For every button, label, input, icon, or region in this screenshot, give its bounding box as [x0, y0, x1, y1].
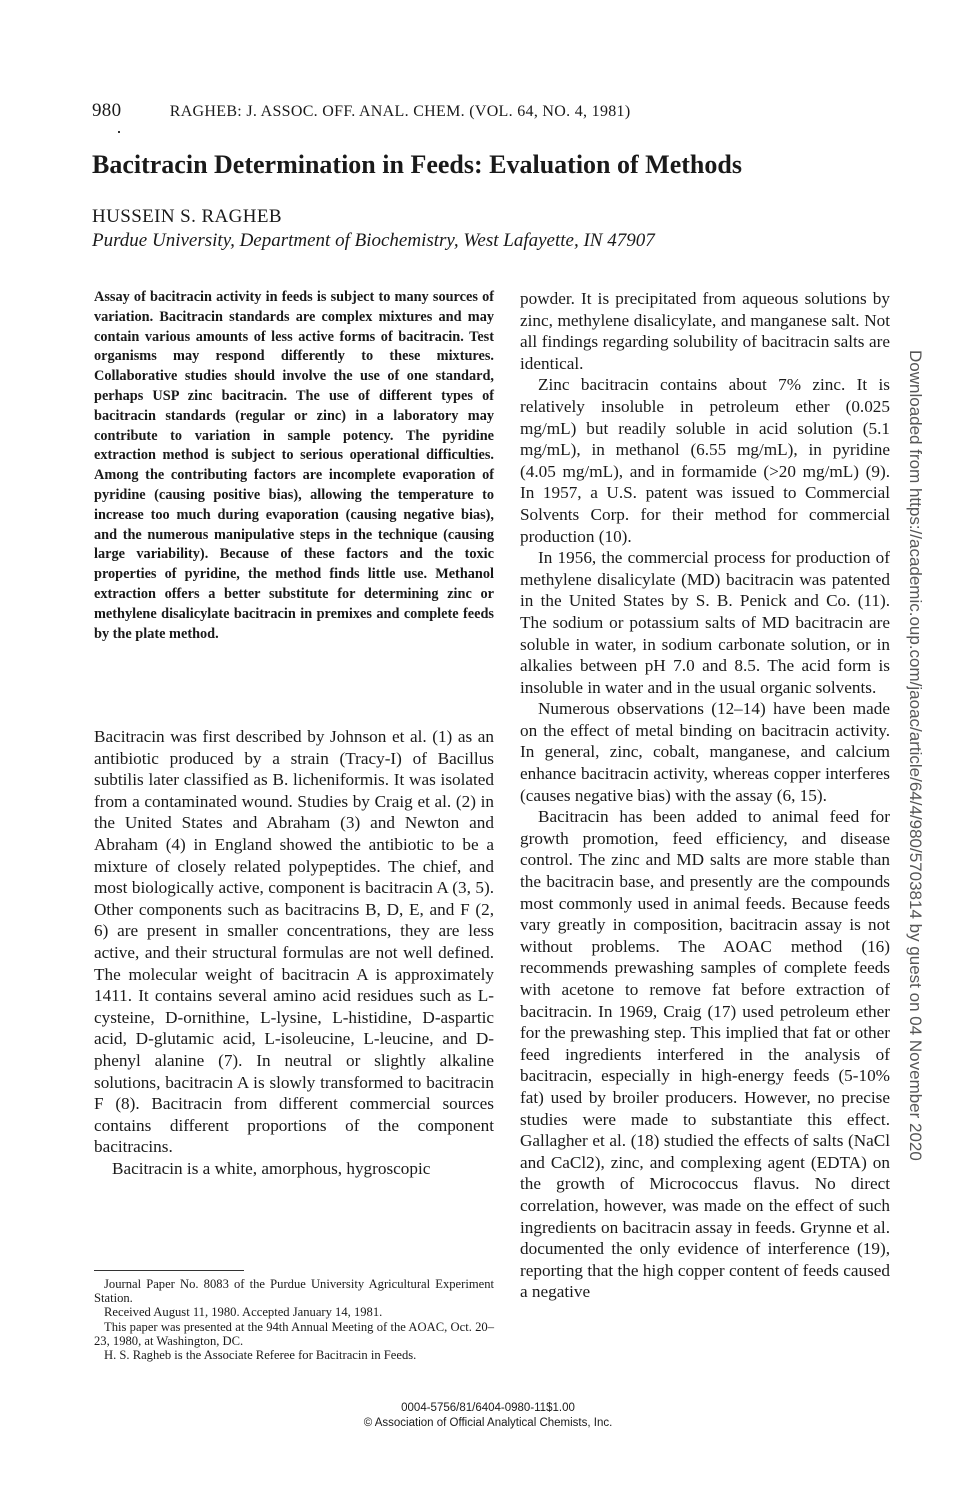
body-column-left	[94, 726, 494, 1179]
running-head	[92, 100, 792, 122]
author-name: HUSSEIN S. RAGHEB	[92, 206, 282, 227]
footnotes	[94, 1277, 494, 1362]
body-paragraph: In 1956, the commercial process for production of methylene disalicylate (MD) bacitracin was patented in the United States by S. B. Penick and Co. (11). The sodium or potassium salts of MD bacitracin are soluble in water, in sodium carbonate solution, or in alkalies between pH 7.0 and 8.5. The acid form is insoluble in water and in the usual organic solvents.	[520, 548, 890, 697]
scan-mark	[118, 131, 120, 133]
body-column-right	[520, 288, 890, 1303]
article-title: Bacitracin Determination in Feeds: Evaluation of Methods	[92, 150, 742, 179]
price-code: 0004-5756/81/6404-0980-11$1.00	[401, 1402, 575, 1414]
body-paragraph: Numerous observations (12–14) have been made on the effect of metal binding on bacitracin activity. In general, zinc, cobalt, manganese, and calcium enhance bacitracin activity, whereas copper interferes (causes negative bias) with the assay (6, 15).	[520, 699, 890, 805]
body-paragraph: Zinc bacitracin contains about 7% zinc. It is relatively insoluble in petroleum ether (0.025 mg/mL) but readily soluble in acid solution (5.1 mg/mL), in methanol (6.55 mg/mL), in pyridine (4.05 mg/mL), and in formamide (>20 mg/mL) (9). In 1957, a U.S. patent was issued to Commercial Solvents Corp. for their method for commercial production (10).	[520, 375, 890, 546]
body-paragraph: powder. It is precipitated from aqueous solutions by zinc, methylene disalicylate, and manganese salt. Not all findings regarding solubility of bacitracin salts are identical.	[520, 289, 890, 373]
footnote: H. S. Ragheb is the Associate Referee for Bacitracin in Feeds.	[104, 1348, 417, 1363]
body-paragraph: Bacitracin has been added to animal feed for growth promotion, feed efficiency, and disease control. The zinc and MD salts are more stable than the bacitracin base, and presently are the compounds most commonly used in animal feeds. Because feeds vary greatly in composition, bacitracin assay is not without problems. The AOAC method (16) recommends prewashing samples of complete feeds with acetone to remove fat before extraction of bacitracin. In 1969, Craig (17) used petroleum ether for the prewashing step. This implied that fat or other feed ingredients interfered in the analysis of bacitracin, especially in high-energy feeds (5-10% fat) used by broiler producers. However, no precise studies were made to substantiate this effect. Gallagher et al. (18) studied the effects of salts (NaCl and CaCl2), zinc, and complexing agent (EDTA) on the growth of Micrococcus flavus. No direct correlation, however, was made on the effect of such ingredients on bacitracin assay in feeds. Grynne et al. documented the only evidence of interference (19), reporting that the high copper content of feeds caused a negative	[520, 807, 890, 1302]
footnote-divider	[94, 1270, 244, 1271]
download-watermark: Downloaded from https://academic.oup.com/jaoac/article/64/4/980/5703814 by guest on 04 November 2020	[906, 350, 925, 1161]
journal-citation: RAGHEB: J. ASSOC. OFF. ANAL. CHEM. (VOL. 64, NO. 4, 1981)	[169, 103, 631, 120]
footnote: This paper was presented at the 94th Annual Meeting of the AOAC, Oct. 20–23, 1980, at Washington, DC.	[94, 1319, 494, 1348]
abstract: Assay of bacitracin activity in feeds is subject to many sources of variation. Bacitracin standards are complex mixtures and may contain various amounts of less active forms of bacitracin. Test organisms may respond differently to these mixtures. Collaborative studies should involve the use of one standard, perhaps USP zinc bacitracin. The use of different types of bacitracin standards (regular or zinc) in a laboratory may contribute to variation in sample potency. The pyridine extraction method is subject to serious operational difficulties. Among the contributing factors are incomplete evaporation of pyridine (causing positive bias), allowing the temperature to increase too much during evaporation (causing negative bias), and the numerous manipulative steps in the technique (causing large variability). Because of these factors and the toxic properties of pyridine, the method finds little use. Methanol extraction offers a better substitute for determining zinc or methylene disalicylate bacitracin in premixes and complete feeds by the plate method.	[94, 289, 494, 642]
copyright-notice: © Association of Official Analytical Chemists, Inc.	[363, 1417, 613, 1429]
body-paragraph: Bacitracin is a white, amorphous, hygroscopic	[112, 1158, 431, 1178]
author-affiliation: Purdue University, Department of Biochemistry, West Lafayette, IN 47907	[92, 230, 655, 251]
footnote: Received August 11, 1980. Accepted January 14, 1981.	[104, 1305, 383, 1320]
page-number: 980	[92, 100, 122, 121]
footnote: Journal Paper No. 8083 of the Purdue University Agricultural Experiment Station.	[94, 1277, 494, 1306]
body-paragraph: Bacitracin was first described by Johnson et al. (1) as an antibiotic produced by a strain (Tracy-I) of Bacillus subtilis later classified as B. licheniformis. It was isolated from a contaminated wound. Studies by Craig et al. (2) in the United States and Abraham (3) and Newton and Abraham (4) in England showed the antibiotic to be a mixture of closely related polypeptides. The chief, and most biologically active, component is bacitracin A (3, 5). Other components such as bacitracins B, D, E, and F (2, 6) are present in smaller concentrations, they are less active, and their structural formulas are not well defined. The molecular weight of bacitracin A is approximately 1411. It contains several amino acid residues such as L-cysteine, D-ornithine, L-lysine, L-histidine, D-aspartic acid, D-glutamic acid, L-isoleucine, L-leucine, and D-phenyl alanine (7). In neutral or slightly alkaline solutions, bacitracin A is slowly transformed to bacitracin F (8). Bacitracin from different commercial sources contains different proportions of the component bacitracins.	[94, 727, 494, 1157]
